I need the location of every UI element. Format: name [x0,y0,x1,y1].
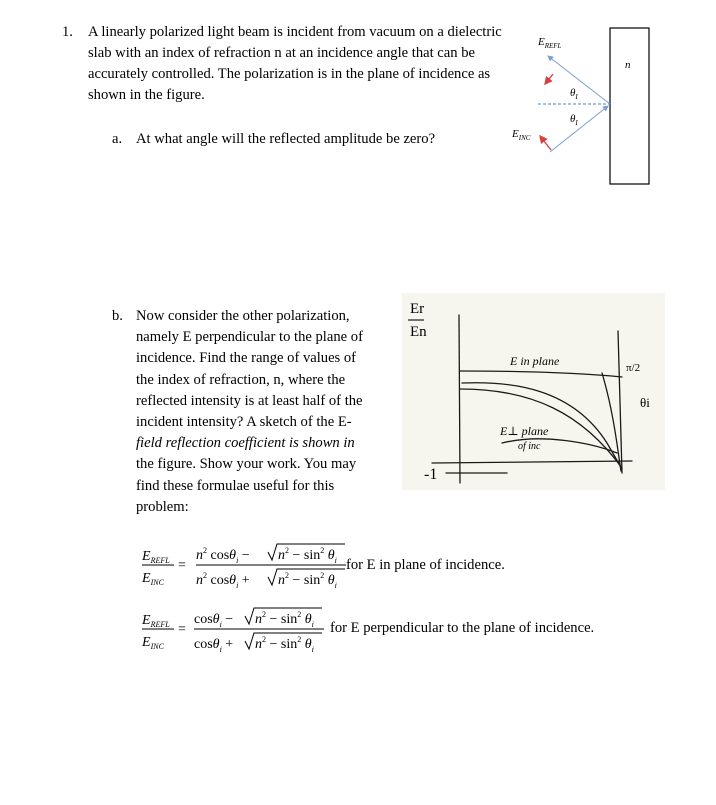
part-b-line: field reflection coefficient is shown in [136,435,355,452]
part-b-line: reflected intensity is at least half of the [136,392,363,409]
formula-1-caption: for E in plane of incidence. [346,557,505,573]
slab-index-label: n [625,59,631,71]
in-plane-label: E in plane [510,354,560,368]
part-b-line: incident intensity? A sketch of the E- [136,414,352,431]
svg-text:cosθi +: cosθ$_i$ + [194,637,234,654]
formula-perpendicular [140,604,700,664]
svg-text:EREFL: $E_{REFL}$ [142,613,170,629]
part-b-line: Now consider the other polarization, [136,308,350,324]
problem-number: 1. [62,24,73,40]
problem-intro: A linearly polarized light beam is incident from vacuum on a dielectric slab with an index of refraction n at an incidence angle that can be accurately controlled. The polarization is in the plane of incidence as shown in the figure. [88,24,502,103]
part-b-label: b. [112,308,123,324]
in-plane-curve-tail [602,373,621,471]
theta-upper: $\theta_I$ [570,87,578,101]
svg-text:n2 cosθi −: $n^2$ cosθ$_i$ − [196,546,250,565]
perp-label-1: E⊥ plane [500,424,549,438]
pi-half-label: π/2 [626,362,641,374]
formula-2-caption: for E perpendicular to the plane of incidence. [330,620,595,636]
part-b-line: namely E perpendicular to the plane of [136,329,363,346]
ylabel-top: Er [410,301,425,317]
dielectric-slab [610,28,649,184]
svg-text:n2 cosθi +: $n^2$ cosθ$_i$ + [196,571,250,590]
part-b-text [136,306,398,518]
incident-field-arrow [540,136,551,150]
incident-beam [550,106,608,152]
in-plane-curve [460,371,622,377]
reflection-coefficient-sketch [402,293,665,490]
theta-i-label: θi [640,395,650,410]
svg-text:n2 − sin2 θi: $n^2 - \sin^2 \theta_i$ [255,610,314,629]
reflected-beam [548,56,610,104]
perp-label-2: of inc [518,441,541,452]
reflected-field-arrow [545,74,553,84]
svg-text:EINC: $E_{INC}$ [142,635,164,651]
part-a-label: a. [112,131,123,147]
part-b-line: the figure. Show your work. You may [136,456,357,473]
svg-text:EREFL: $E_{REFL}$ [142,549,170,565]
incidence-figure [498,24,658,194]
part-b-line: find these formulae useful for this [136,477,335,494]
svg-text:=: = [178,622,186,637]
x-axis [432,461,632,463]
part-b-line: the index of refraction, n, where the [136,371,346,388]
svg-text:n2 − sin2 θi: $n^2 - \sin^2 \theta_i$ [255,635,314,654]
e-refl-label: $E_{REFL}$ [538,36,562,50]
y-axis [459,315,460,483]
part-a-text: At what angle will the reflected amplitude be zero? [136,131,436,147]
svg-text:=: = [178,558,186,573]
theta-lower: $\theta_I$ [570,113,578,127]
part-b-line: problem: [136,498,189,515]
svg-text:n2 − sin2 θi: $n^2 - \sin^2 \theta_i$ [278,571,337,590]
formula-in-plane [140,538,700,598]
svg-text:n2 − sin2 θi: $n^2 - \sin^2 \theta_i$ [278,546,337,565]
minus-one-label: -1 [424,466,438,483]
ylabel-bottom: En [410,324,427,340]
part-b-line: incidence. Find the range of values of [136,350,357,367]
svg-text:EINC: $E_{INC}$ [142,571,164,587]
e-inc-label: $E_{INC}$ [512,128,531,142]
svg-text:cosθi −: cosθ$_i$ − [194,612,234,629]
